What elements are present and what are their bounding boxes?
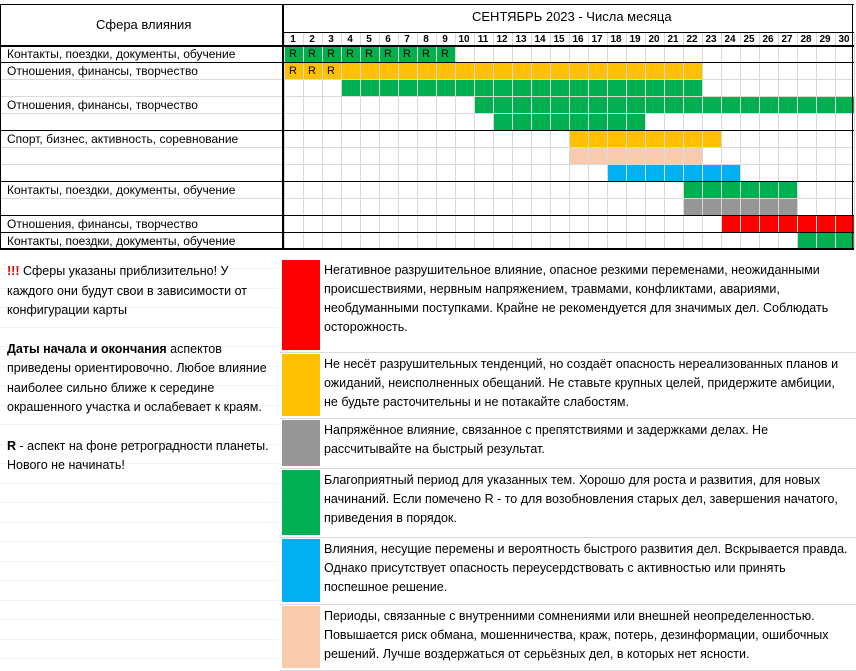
retro-marker: R bbox=[308, 48, 316, 60]
day-number: 1 bbox=[290, 34, 296, 45]
column-gridline bbox=[702, 32, 703, 249]
table-border-top bbox=[0, 4, 854, 5]
column-gridline bbox=[740, 32, 741, 249]
day-number: 13 bbox=[515, 34, 527, 45]
sheet-gridline bbox=[0, 502, 278, 503]
retro-marker: R bbox=[365, 48, 373, 60]
day-number: 12 bbox=[496, 34, 508, 45]
sheet-gridline bbox=[0, 580, 278, 581]
timeline-bar bbox=[797, 232, 854, 249]
warning-note bbox=[7, 262, 277, 321]
day-number: 11 bbox=[477, 34, 489, 45]
sphere-label: Спорт, бизнес, активность, соревнование bbox=[7, 132, 239, 146]
day-number: 28 bbox=[800, 34, 812, 45]
day-number: 25 bbox=[743, 34, 755, 45]
day-number: 17 bbox=[591, 34, 603, 45]
legend-description: Не несёт разрушительных тенденций, но создаёт опасность нереализованных планов и ожиданий, неисполненных обещаний. Не ставьте крупных целей, придержите амбиции, не будьте расточительны и не потакайте слабостям. bbox=[324, 357, 839, 409]
day-number: 9 bbox=[442, 34, 448, 45]
day-number: 21 bbox=[667, 34, 679, 45]
day-number: 15 bbox=[553, 34, 565, 45]
column-gridline bbox=[797, 32, 798, 249]
column-gridline bbox=[341, 32, 342, 249]
sheet-gridline bbox=[0, 658, 278, 659]
row-gridline bbox=[0, 147, 854, 148]
legend-swatch bbox=[282, 420, 320, 466]
retro-marker: R bbox=[327, 48, 335, 60]
legend-description: Благоприятный период для указанных тем. Хорошо для роста и развития, для новых начинаний. Если помечено R - то для возобновления старых дел, завершения начатого, приведения в порядок. bbox=[324, 473, 838, 525]
column-gridline bbox=[379, 32, 380, 249]
sphere-column-border bbox=[282, 4, 284, 249]
table-border-right bbox=[852, 4, 853, 249]
legend-separator bbox=[280, 604, 856, 605]
legend-separator bbox=[280, 352, 856, 353]
day-number: 2 bbox=[309, 34, 315, 45]
day-number: 3 bbox=[328, 34, 334, 45]
legend-description: Напряжённое влияние, связанное с препятствиями и задержками делах. Не рассчитывайте на быстрый результат. bbox=[324, 423, 769, 456]
column-gridline bbox=[512, 32, 513, 249]
column-gridline bbox=[835, 32, 836, 249]
column-gridline bbox=[816, 32, 817, 249]
table-border-bottom bbox=[0, 248, 854, 250]
sphere-label: Отношения, финансы, творчество bbox=[7, 217, 198, 231]
sheet-gridline bbox=[0, 522, 278, 523]
retro-marker: R bbox=[289, 48, 297, 60]
day-number: 7 bbox=[404, 34, 410, 45]
column-gridline bbox=[778, 32, 779, 249]
day-number: 19 bbox=[629, 34, 641, 45]
sheet-gridline bbox=[0, 619, 278, 620]
column-gridline bbox=[664, 32, 665, 249]
day-number: 16 bbox=[572, 34, 584, 45]
column-gridline bbox=[588, 32, 589, 249]
row-gridline bbox=[0, 198, 854, 199]
column-gridline bbox=[455, 32, 456, 249]
column-gridline bbox=[398, 32, 399, 249]
column-gridline bbox=[645, 32, 646, 249]
day-number: 26 bbox=[762, 34, 774, 45]
sheet-gridline bbox=[0, 600, 278, 601]
legend-separator bbox=[280, 468, 856, 469]
month-title: СЕНТЯБРЬ 2023 - Числа месяца bbox=[472, 9, 672, 24]
row-gridline bbox=[0, 164, 854, 165]
sphere-label: Контакты, поездки, документы, обучение bbox=[7, 183, 236, 197]
sphere-column-title: Сфера влияния bbox=[96, 17, 192, 32]
notes-block bbox=[7, 262, 277, 495]
retro-marker: R bbox=[384, 48, 392, 60]
day-number: 29 bbox=[819, 34, 831, 45]
legend-swatch bbox=[282, 539, 320, 602]
day-number: 23 bbox=[705, 34, 717, 45]
sphere-label: Контакты, поездки, документы, обучение bbox=[7, 47, 236, 61]
retro-note-text: - аспект на фоне ретроградности планеты. Нового не начинать! bbox=[7, 438, 269, 472]
row-gridline bbox=[0, 79, 854, 80]
column-gridline bbox=[474, 32, 475, 249]
legend-separator bbox=[280, 537, 856, 538]
group-separator bbox=[0, 232, 854, 233]
column-gridline bbox=[721, 32, 722, 249]
legend-swatch bbox=[282, 260, 320, 350]
dates-note-text: аспектов приведены ориентировочно. Любое влияние наиболее сильно ближе к середине окрашенного участка и ослабевает к краям. bbox=[7, 341, 267, 414]
group-separator bbox=[0, 181, 854, 182]
day-number: 24 bbox=[724, 34, 736, 45]
dates-note bbox=[7, 340, 277, 418]
day-number: 30 bbox=[838, 34, 850, 45]
dates-note-bold: Даты начала и окончания bbox=[7, 341, 167, 356]
column-gridline bbox=[436, 32, 437, 249]
retro-marker: R bbox=[308, 65, 316, 77]
column-gridline bbox=[493, 32, 494, 249]
retro-note bbox=[7, 437, 277, 476]
legend-separator bbox=[280, 418, 856, 419]
column-gridline bbox=[626, 32, 627, 249]
table-border-left bbox=[0, 4, 1, 249]
day-number: 18 bbox=[610, 34, 622, 45]
day-number: 14 bbox=[534, 34, 546, 45]
retro-marker: R bbox=[422, 48, 430, 60]
column-gridline bbox=[569, 32, 570, 249]
day-number: 4 bbox=[347, 34, 353, 45]
legend-description: Периоды, связанные с внутренними сомнениями или внешней неопределенностью. Повышается риск обмана, мошенничества, краж, потерь, дезинформации, ошибочных решений. Лучше воздержаться от серьёзных дел, в которых нет ясности. bbox=[324, 609, 829, 661]
retro-marker: R bbox=[403, 48, 411, 60]
sheet-gridline bbox=[0, 561, 278, 562]
column-gridline bbox=[759, 32, 760, 249]
legend-swatch bbox=[282, 470, 320, 535]
column-gridline bbox=[607, 32, 608, 249]
row-gridline bbox=[0, 113, 854, 114]
sheet-gridline bbox=[0, 541, 278, 542]
day-number: 5 bbox=[366, 34, 372, 45]
retro-marker: R bbox=[289, 65, 297, 77]
column-gridline bbox=[683, 32, 684, 249]
column-gridline bbox=[360, 32, 361, 249]
retro-marker: R bbox=[327, 65, 335, 77]
day-number: 6 bbox=[385, 34, 391, 45]
group-separator bbox=[0, 215, 854, 216]
day-number: 8 bbox=[423, 34, 429, 45]
day-number: 22 bbox=[686, 34, 698, 45]
retro-marker: R bbox=[441, 48, 449, 60]
sphere-label: Контакты, поездки, документы, обучение bbox=[7, 234, 236, 248]
group-separator bbox=[0, 130, 854, 131]
legend-swatch bbox=[282, 354, 320, 416]
retro-note-bold: R bbox=[7, 438, 17, 453]
day-number: 10 bbox=[458, 34, 470, 45]
column-gridline bbox=[550, 32, 551, 249]
legend-description: Негативное разрушительное влияние, опасное резкими переменами, неожиданными происшествиями, нервным напряжением, травмами, конфликтами, авариями, необдуманными поступками. Крайне не рекомендуется для значимых дел. Соблюдать осторожность. bbox=[324, 263, 829, 334]
day-number: 27 bbox=[781, 34, 793, 45]
timeline-bar bbox=[341, 79, 702, 96]
group-separator bbox=[0, 62, 854, 63]
legend-swatch bbox=[282, 606, 320, 668]
sheet-gridline bbox=[0, 639, 278, 640]
sphere-label: Отношения, финансы, творчество bbox=[7, 98, 198, 112]
sphere-label: Отношения, финансы, творчество bbox=[7, 64, 198, 78]
column-gridline bbox=[854, 32, 855, 249]
day-row-top-border bbox=[284, 32, 854, 33]
legend-description: Влияния, несущие перемены и вероятность быстрого развития дел. Вскрывается правда. Однако присутствует опасность переусердствовать с активностью или принять поспешное решение. bbox=[324, 542, 848, 594]
day-number: 20 bbox=[648, 34, 660, 45]
row-gridline bbox=[0, 96, 854, 97]
column-gridline bbox=[417, 32, 418, 249]
warning-marks: !!! bbox=[7, 264, 20, 278]
column-gridline bbox=[531, 32, 532, 249]
retro-marker: R bbox=[346, 48, 354, 60]
warning-text: Сферы указаны приблизительно! У каждого они будут свои в зависимости от конфигурации карты bbox=[7, 264, 247, 317]
